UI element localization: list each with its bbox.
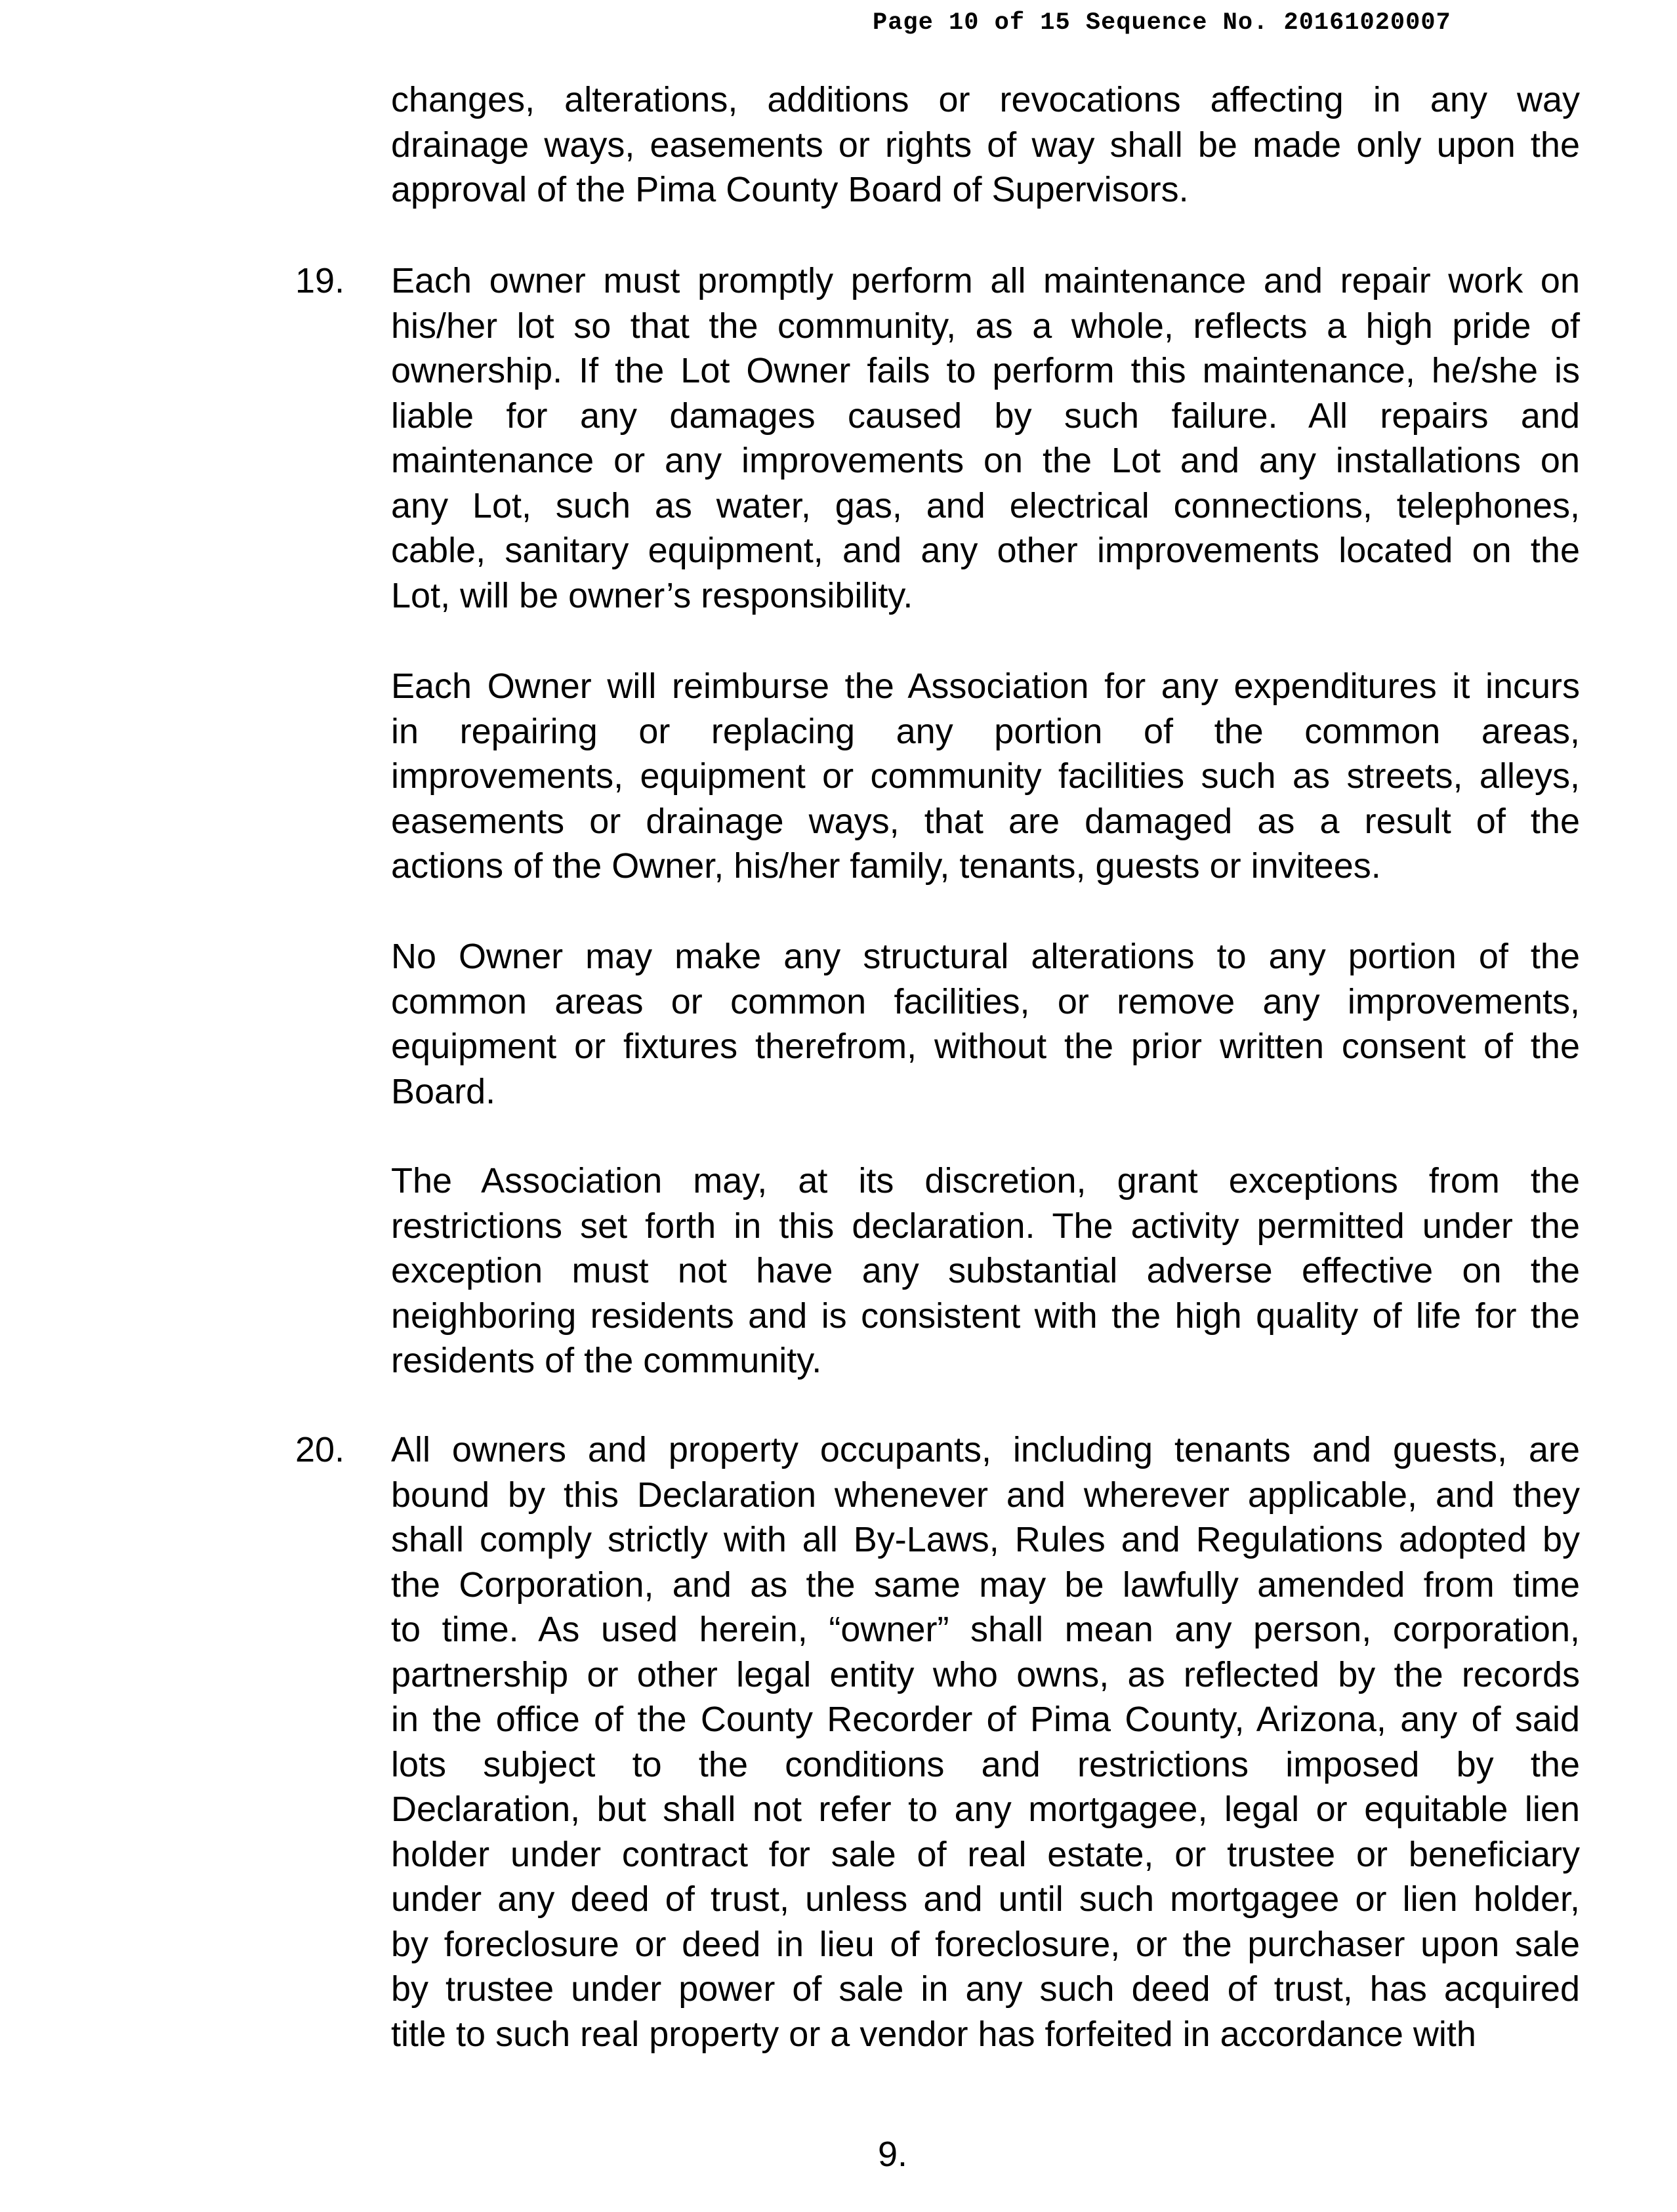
text-line: lots subject to the conditions and restrictions imposed by the: [391, 1744, 1580, 1784]
text-line: actions of the Owner, his/her family, tenants, guests or invitees.: [391, 846, 1381, 886]
text-line: partnership or other legal entity who owns, as reflected by the records: [391, 1654, 1580, 1694]
paragraph-20: [391, 1427, 1580, 2057]
text-line: Board.: [391, 1071, 496, 1111]
text-line: Each Owner will reimburse the Association for any expenditures it incurs: [391, 666, 1580, 706]
text-line: cable, sanitary equipment, and any other improvements located on the: [391, 531, 1580, 570]
text-line: Declaration, but shall not refer to any mortgagee, legal or equitable lien: [391, 1790, 1580, 1829]
text-line: by foreclosure or deed in lieu of foreclosure, or the purchaser upon sale: [391, 1924, 1580, 1964]
text-line: The Association may, at its discretion, grant exceptions from the: [391, 1161, 1580, 1200]
section-number-20: 20.: [295, 1430, 345, 1469]
paragraph-exceptions: [391, 1158, 1580, 1383]
text-line: shall comply strictly with all By-Laws, Rules and Regulations adopted by: [391, 1520, 1580, 1559]
text-line: easements or drainage ways, that are damaged as a result of the: [391, 801, 1580, 841]
text-line: the Corporation, and as the same may be lawfully amended from time: [391, 1565, 1580, 1605]
text-line: equipment or fixtures therefrom, without the prior written consent of the: [391, 1027, 1580, 1066]
text-line: maintenance or any improvements on the Lot and any installations on: [391, 441, 1580, 480]
text-line: changes, alterations, additions or revocations affecting in any way: [391, 80, 1580, 119]
text-line: title to such real property or a vendor has forfeited in accordance with: [391, 2014, 1476, 2054]
paragraph-19: [391, 258, 1580, 618]
page-header: Page 10 of 15 Sequence No. 20161020007: [873, 9, 1451, 37]
text-line: restrictions set forth in this declaration. The activity permitted under the: [391, 1206, 1580, 1246]
page-number: 9.: [878, 2135, 908, 2174]
text-line: Each owner must promptly perform all maintenance and repair work on: [391, 261, 1580, 300]
text-line: No Owner may make any structural alterations to any portion of the: [391, 937, 1580, 976]
text-line: bound by this Declaration whenever and wherever applicable, and they: [391, 1475, 1580, 1515]
text-line: any Lot, such as water, gas, and electrical connections, telephones,: [391, 485, 1580, 525]
text-line: his/her lot so that the community, as a whole, reflects a high pride of: [391, 306, 1580, 346]
text-line: in repairing or replacing any portion of the common areas,: [391, 711, 1580, 751]
text-line: holder under contract for sale of real estate, or trustee or beneficiary: [391, 1834, 1580, 1874]
text-line: residents of the community.: [391, 1341, 822, 1380]
text-line: Lot, will be owner’s responsibility.: [391, 575, 913, 615]
text-line: to time. As used herein, “owner” shall mean any person, corporation,: [391, 1610, 1580, 1649]
text-line: exception must not have any substantial adverse effective on the: [391, 1251, 1580, 1290]
text-line: liable for any damages caused by such failure. All repairs and: [391, 396, 1580, 436]
text-line: improvements, equipment or community facilities such as streets, alleys,: [391, 756, 1580, 796]
text-line: drainage ways, easements or rights of way shall be made only upon the: [391, 125, 1580, 165]
text-line: under any deed of trust, unless and until such mortgagee or lien holder,: [391, 1879, 1580, 1919]
text-line: ownership. If the Lot Owner fails to perform this maintenance, he/she is: [391, 351, 1580, 390]
text-line: approval of the Pima County Board of Supervisors.: [391, 170, 1189, 209]
paragraph-continuation: [391, 77, 1580, 213]
paragraph-reimburse: [391, 664, 1580, 889]
text-line: neighboring residents and is consistent with the high quality of life for the: [391, 1296, 1580, 1336]
paragraph-structural-alterations: [391, 934, 1580, 1114]
section-number-19: 19.: [295, 261, 345, 300]
text-line: common areas or common facilities, or remove any improvements,: [391, 981, 1580, 1021]
text-line: by trustee under power of sale in any such deed of trust, has acquired: [391, 1969, 1580, 2009]
text-line: All owners and property occupants, including tenants and guests, are: [391, 1430, 1580, 1469]
text-line: in the office of the County Recorder of Pima County, Arizona, any of said: [391, 1700, 1580, 1739]
